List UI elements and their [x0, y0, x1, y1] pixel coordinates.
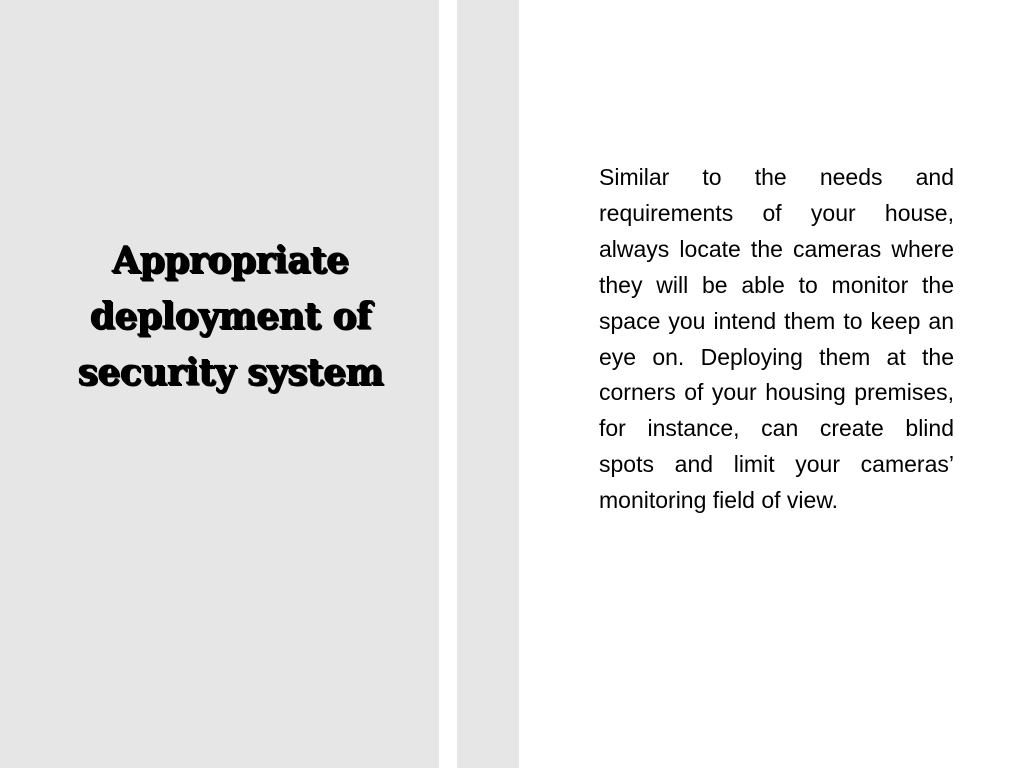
divider-stripe	[457, 0, 519, 768]
slide-body-text: Similar to the needs and requirements of your house, always locate the cameras where they will be able to monitor the space you intend them to keep an eye on. Deploying them at the corners of your housing premises, for instance, can create blind spots and limit your cameras’ monitoring field of view.	[599, 164, 954, 514]
slide-title: Appropriate deployment of security system	[77, 239, 383, 393]
